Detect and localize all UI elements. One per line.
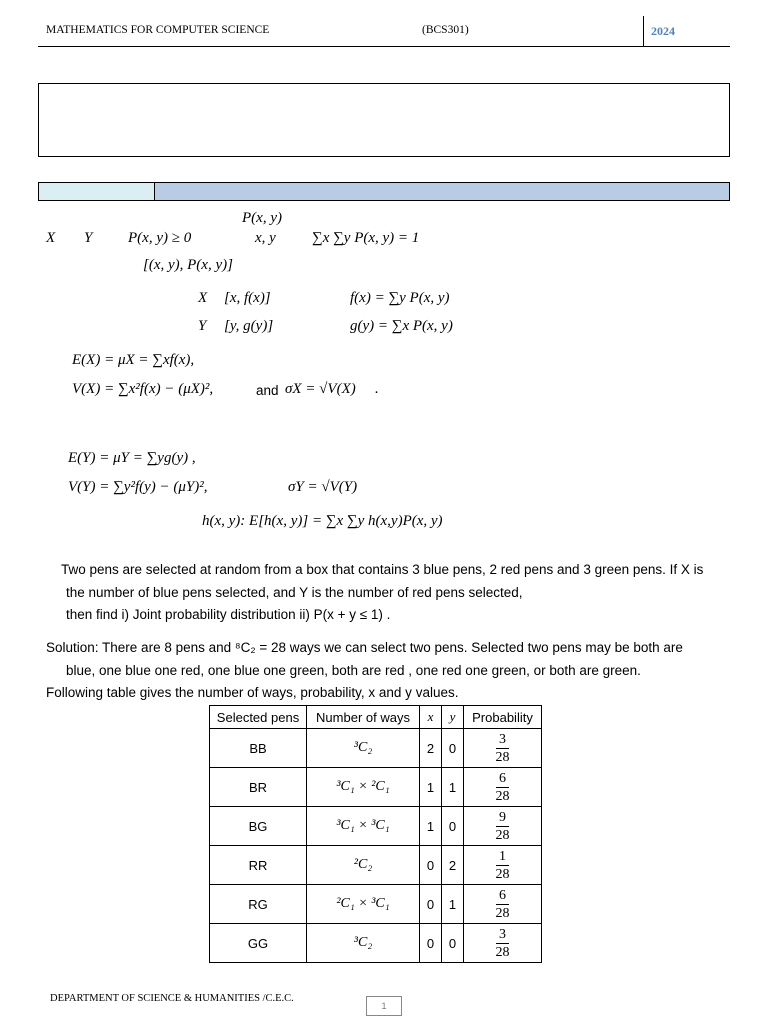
prob-denominator: 28 — [495, 944, 510, 960]
sigma-x: σX = √V(X) — [285, 381, 356, 397]
cell-ways: ³C₂ — [307, 924, 420, 963]
cell-probability — [464, 924, 542, 963]
prob-denominator: 28 — [495, 905, 510, 921]
header-course-code: (BCS301) — [422, 24, 469, 36]
xy-label: x, y — [255, 230, 276, 246]
mean-x: E(X) = μX = ∑xf(x), — [72, 352, 195, 368]
marginal-y-formula: g(y) = ∑x P(x, y) — [350, 318, 453, 334]
cell-x: 2 — [420, 729, 442, 768]
pens-table — [209, 705, 542, 963]
sigma-x-dot: . — [375, 381, 379, 397]
cell-pens: BR — [210, 768, 307, 807]
footer-department: DEPARTMENT OF SCIENCE & HUMANITIES /C.E.C. — [50, 993, 294, 1004]
header-year: 2024 — [651, 24, 675, 38]
table-row — [210, 807, 542, 846]
solution-line-2: blue, one blue one red, one blue one green, both are red , one red one green, or both are green. — [66, 663, 641, 678]
table-row — [210, 924, 542, 963]
joint-pair: [(x, y), P(x, y)] — [143, 257, 233, 273]
cell-ways: ³C₂ — [307, 729, 420, 768]
cell-probability — [464, 768, 542, 807]
prob-numerator: 9 — [496, 809, 509, 827]
solution-line-1: Solution: There are 8 pens and ⁸C₂ = 28 ways we can select two pens. Selected two pens may be both are — [46, 640, 683, 655]
page-number: 1 — [366, 996, 402, 1016]
prob-numerator: 6 — [496, 770, 509, 788]
marginal-x-pair: [x, f(x)] — [224, 290, 271, 306]
and-word: and — [256, 383, 279, 398]
cell-probability — [464, 885, 542, 924]
prob-numerator: 3 — [496, 926, 509, 944]
cell-probability — [464, 807, 542, 846]
sum-condition: ∑x ∑y P(x, y) = 1 — [312, 230, 420, 246]
cell-y: 1 — [442, 768, 464, 807]
problem-line-2: the number of blue pens selected, and Y is the number of red pens selected, — [66, 585, 523, 600]
cell-x: 0 — [420, 846, 442, 885]
header-probability: Probability — [464, 706, 542, 729]
header-y: y — [442, 706, 464, 729]
prob-numerator: 3 — [496, 731, 509, 749]
solution-line-3: Following table gives the number of ways, probability, x and y values. — [46, 685, 459, 700]
variance-x: V(X) = ∑x²f(x) − (μX)², — [72, 381, 214, 397]
marginal-y-pair: [y, g(y)] — [224, 318, 274, 334]
section-bar — [38, 182, 730, 201]
cell-ways: ³C₁ × ²C₁ — [307, 768, 420, 807]
cell-pens: RG — [210, 885, 307, 924]
prob-denominator: 28 — [495, 827, 510, 843]
table-row — [210, 729, 542, 768]
cell-y: 1 — [442, 885, 464, 924]
cell-ways: ²C₂ — [307, 846, 420, 885]
cell-y: 0 — [442, 729, 464, 768]
section-bar-tab — [39, 183, 155, 200]
cell-x: 1 — [420, 768, 442, 807]
marginal-x-formula: f(x) = ∑y P(x, y) — [350, 290, 450, 306]
cell-pens: GG — [210, 924, 307, 963]
prob-numerator: 1 — [496, 848, 509, 866]
section-bar-fill — [155, 183, 729, 200]
table-row — [210, 846, 542, 885]
table-row — [210, 885, 542, 924]
function-expectation: h(x, y): E[h(x, y)] = ∑x ∑y h(x,y)P(x, y) — [202, 513, 443, 529]
cell-y: 0 — [442, 924, 464, 963]
cell-pens: BB — [210, 729, 307, 768]
nonneg-condition: P(x, y) ≥ 0 — [128, 230, 192, 246]
cell-x: 0 — [420, 924, 442, 963]
marginal-x-label: X — [198, 290, 208, 306]
header-rule — [38, 46, 730, 47]
table-header-row — [210, 706, 542, 729]
header-divider — [643, 16, 644, 47]
cell-x: 1 — [420, 807, 442, 846]
var-y: Y — [84, 230, 93, 246]
cell-probability — [464, 846, 542, 885]
var-x: X — [46, 230, 56, 246]
cell-ways: ²C₁ × ³C₁ — [307, 885, 420, 924]
problem-line-1: Two pens are selected at random from a box that contains 3 blue pens, 2 red pens and 3 green pens. If X is — [61, 562, 704, 577]
prob-denominator: 28 — [495, 788, 510, 804]
cell-pens: BG — [210, 807, 307, 846]
marginal-y-label: Y — [198, 318, 207, 334]
cell-x: 0 — [420, 885, 442, 924]
header-title: MATHEMATICS FOR COMPUTER SCIENCE — [46, 24, 270, 36]
mean-y: E(Y) = μY = ∑yg(y) , — [68, 450, 196, 466]
table-row — [210, 768, 542, 807]
header-number-of-ways: Number of ways — [307, 706, 420, 729]
pxy-label: P(x, y) — [242, 210, 282, 226]
prob-numerator: 6 — [496, 887, 509, 905]
cell-y: 2 — [442, 846, 464, 885]
prob-denominator: 28 — [495, 866, 510, 882]
cell-ways: ³C₁ × ³C₁ — [307, 807, 420, 846]
variance-y: V(Y) = ∑y²f(y) − (μY)², — [68, 479, 208, 495]
cell-probability — [464, 729, 542, 768]
cell-y: 0 — [442, 807, 464, 846]
prob-denominator: 28 — [495, 749, 510, 765]
header-selected-pens: Selected pens — [210, 706, 307, 729]
sigma-y: σY = √V(Y) — [288, 479, 358, 495]
header-x: x — [420, 706, 442, 729]
problem-line-3: then find i) Joint probability distribution ii) P(x + y ≤ 1) . — [66, 607, 391, 622]
cell-pens: RR — [210, 846, 307, 885]
definition-box — [38, 83, 730, 157]
